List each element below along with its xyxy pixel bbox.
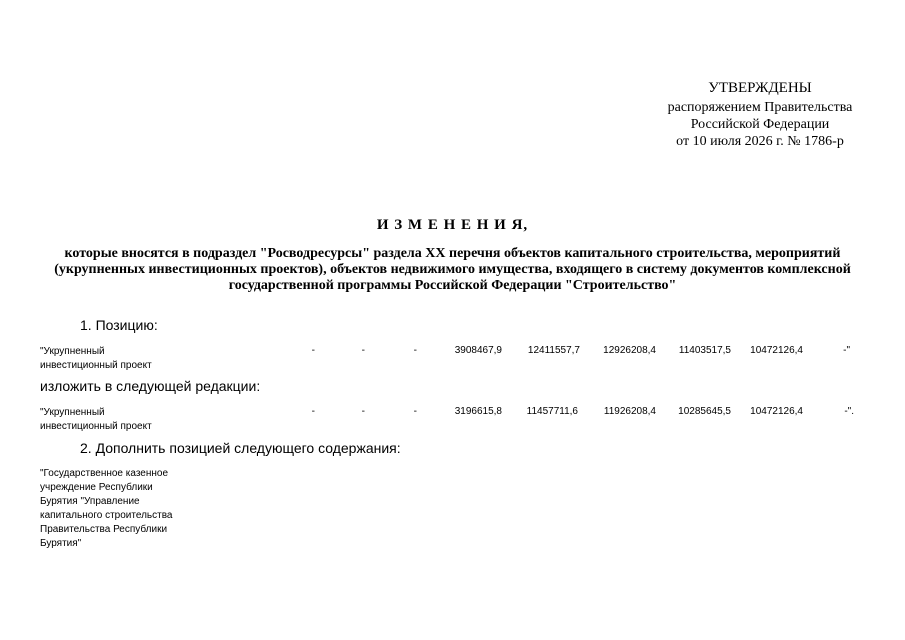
row-name-line: "Укрупненный: [40, 346, 105, 357]
replace-label: изложить в следующей редакции:: [40, 378, 261, 394]
row-new-cell: -".: [844, 406, 854, 417]
row-old-cell: 10472126,4: [750, 345, 803, 356]
organization-name: [40, 467, 210, 551]
row-old-cell: -: [361, 345, 365, 356]
row-new-name: [40, 406, 152, 434]
row-new-cell: -: [311, 406, 315, 417]
row-new-cell: 10285645,5: [678, 406, 731, 417]
row-name-line: "Укрупненный: [40, 407, 105, 418]
row-new-cell: -: [361, 406, 365, 417]
row-old-cell: -: [311, 345, 315, 356]
row-old-cell: -": [843, 345, 850, 356]
org-line: капитального строительства: [40, 510, 173, 521]
org-line: "Государственное казенное: [40, 468, 169, 479]
row-new-cell: 3196615,8: [454, 406, 502, 417]
approval-block: [600, 80, 905, 150]
approval-line: от 10 июля 2026 г. № 1786-р: [676, 134, 844, 149]
row-name-line: инвестиционный проект: [40, 421, 152, 432]
row-old-cell: 3908467,9: [454, 345, 502, 356]
row-new-cell: -: [413, 406, 417, 417]
org-line: Бурятия": [40, 538, 82, 549]
row-old-cell: 12411557,7: [527, 345, 580, 356]
row-new-cell: 11457711,6: [526, 406, 578, 417]
row-new-cell: 10472126,4: [750, 406, 803, 417]
org-line: Правительства Республики: [40, 524, 168, 535]
row-new-cell: 11926208,4: [603, 406, 656, 417]
approval-line: Российской Федерации: [690, 117, 830, 132]
row-name-line: инвестиционный проект: [40, 360, 152, 371]
approval-line: распоряжением Правительства: [667, 100, 853, 115]
row-old-cell: 12926208,4: [603, 345, 656, 356]
document-subtitle: которые вносятся в подраздел "Росводресурсы" раздела XX перечня объектов капитального строительства, мероприятий (укрупненных инвестиционных проектов), объектов недвижимого имущества, входящего в систему документов комплексной государственной программы Российской Федерации "Строительство": [54, 246, 851, 293]
approval-title: УТВЕРЖДЕНЫ: [708, 80, 812, 96]
row-old-name: [40, 345, 152, 373]
org-line: учреждение Республики: [40, 482, 153, 493]
org-line: Бурятия "Управление: [40, 496, 140, 507]
section-1-label: 1. Позицию:: [80, 317, 158, 333]
row-old-cell: -: [413, 345, 417, 356]
row-old-cell: 11403517,5: [678, 345, 731, 356]
document-title: И З М Е Н Е Н И Я,: [376, 217, 529, 233]
section-2-label: 2. Дополнить позицией следующего содержания:: [80, 440, 401, 456]
